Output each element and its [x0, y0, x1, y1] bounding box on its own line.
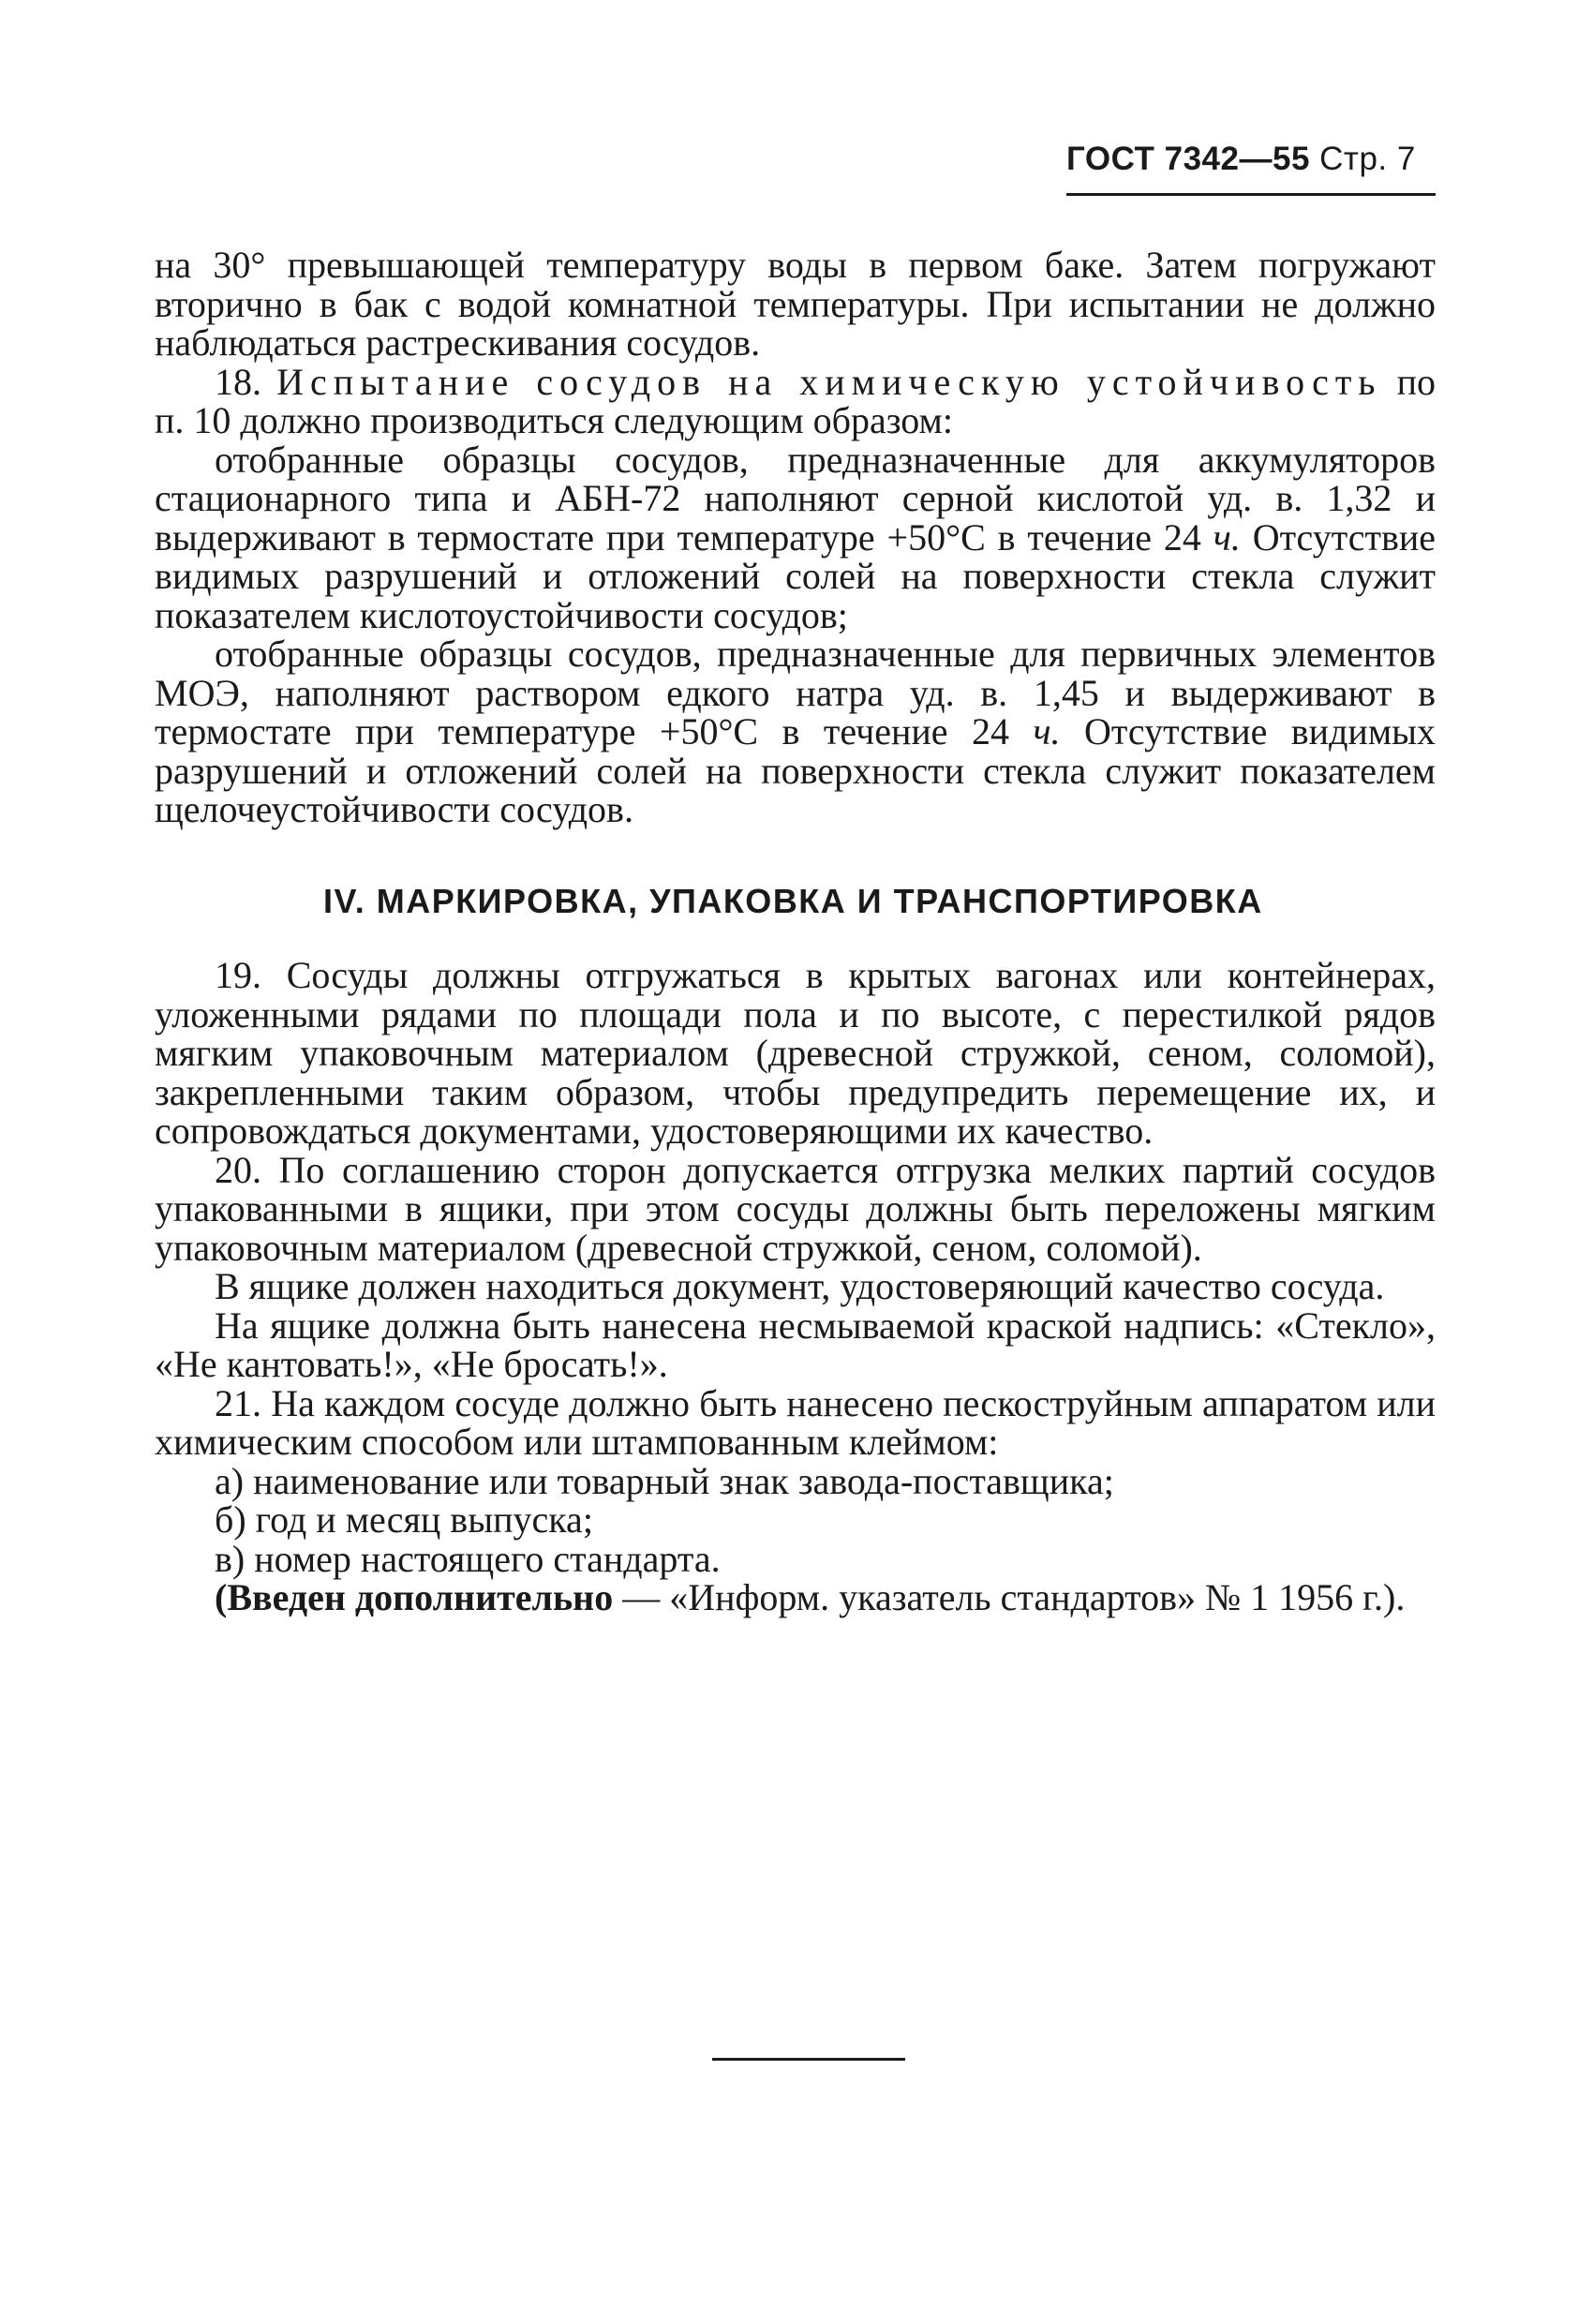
document-body — [155, 246, 1436, 1617]
clause-number: 18. — [215, 360, 261, 403]
clause-text: Отсутствие видимых разрушений и отложений солей на поверхности стекла служит показателем кислотоустойчивости сосудов; — [155, 515, 1437, 636]
amendment-note — [155, 1578, 1436, 1617]
paragraph-18-acid — [155, 440, 1436, 635]
paragraph-21: 21. На каждом сосуде должно быть нанесено пескоструйным аппаратом или химическим способом или штампованным клеймом: — [155, 1381, 1436, 1463]
paragraph-20-inscription: На ящике должна быть нанесена несмываемой краской надпись: «Стекло», «Не кантовать!», «Не бросать!». — [155, 1304, 1436, 1385]
end-rule — [712, 2058, 905, 2061]
paragraph-18-alkali — [155, 634, 1436, 829]
running-header — [1066, 141, 1432, 178]
header-rule — [1066, 193, 1436, 196]
list-item-c: в) номер настоящего стандарта. — [215, 1537, 721, 1580]
paragraph-19: 19. Сосуды должны отгружаться в крытых вагонах или контейнерах, уложенными рядами по площади пола и по высоте, с перестилкой рядов мягким упаковочным материалом (древесной стружкой, сеном, соломой), закрепленными таким образом, чтобы предупредить перемещение их, и сопровождаться документами, удостоверяющими их качество. — [155, 954, 1436, 1152]
doc-code: ГОСТ 7342—55 — [1066, 141, 1310, 177]
clause-text: по п. 10 должно производиться следующим образом: — [155, 360, 1437, 441]
clause-text: отобранные образцы сосудов, предназначенные для аккумуляторов стационарного типа и АБН-72 наполняют серной кислотой уд. в. 1,32 и выдерживают в термостате при температуре +50°С в течение 24 — [155, 438, 1436, 559]
clause-heading-spaced: Испытание сосудов на химическую устойчивость — [276, 360, 1382, 403]
amendment-note-bold: (Введен дополнительно — [215, 1576, 614, 1618]
paragraph-18 — [155, 360, 1437, 441]
clause-text: отобранные образцы сосудов, предназначенные для первичных элементов МОЭ, наполняют раствором едкого натра уд. в. 1,45 и выдерживают в термостате при температуре +50°С в течение 24 — [155, 633, 1436, 752]
list-item-b: б) год и месяц выпуска; — [215, 1498, 593, 1541]
list-item-a: а) наименование или товарный знак завода-поставщика; — [215, 1459, 1114, 1502]
page-number: Стр. 7 — [1319, 141, 1416, 177]
paragraph-continuation: на 30° превышающей температуру воды в первом баке. Затем погружают вторично в бак с водой комнатной температуры. При испытании не должно наблюдаться растрескивания сосудов. — [155, 244, 1436, 364]
paragraph-20: 20. По соглашению сторон допускается отгрузка мелких партий сосудов упакованными в ящики, при этом сосуды должны быть переложены мягким упаковочным материалом (древесной стружкой, сеном, соломой). — [155, 1148, 1436, 1269]
amendment-note-source: — «Информ. указатель стандартов» № 1 1956 г.). — [622, 1576, 1406, 1618]
clause-text: Отсутствие видимых разрушений и отложений солей на поверхности стекла служит показателем щелочеустойчивости сосудов. — [155, 710, 1437, 830]
section-title: IV. МАРКИРОВКА, УПАКОВКА И ТРАНСПОРТИРОВКА — [323, 881, 1263, 920]
unit-hours: ч. — [1033, 710, 1061, 752]
unit-hours: ч. — [1213, 515, 1241, 559]
paragraph-20-document: В ящике должен находиться документ, удостоверяющий качество сосуда. — [215, 1265, 1385, 1307]
